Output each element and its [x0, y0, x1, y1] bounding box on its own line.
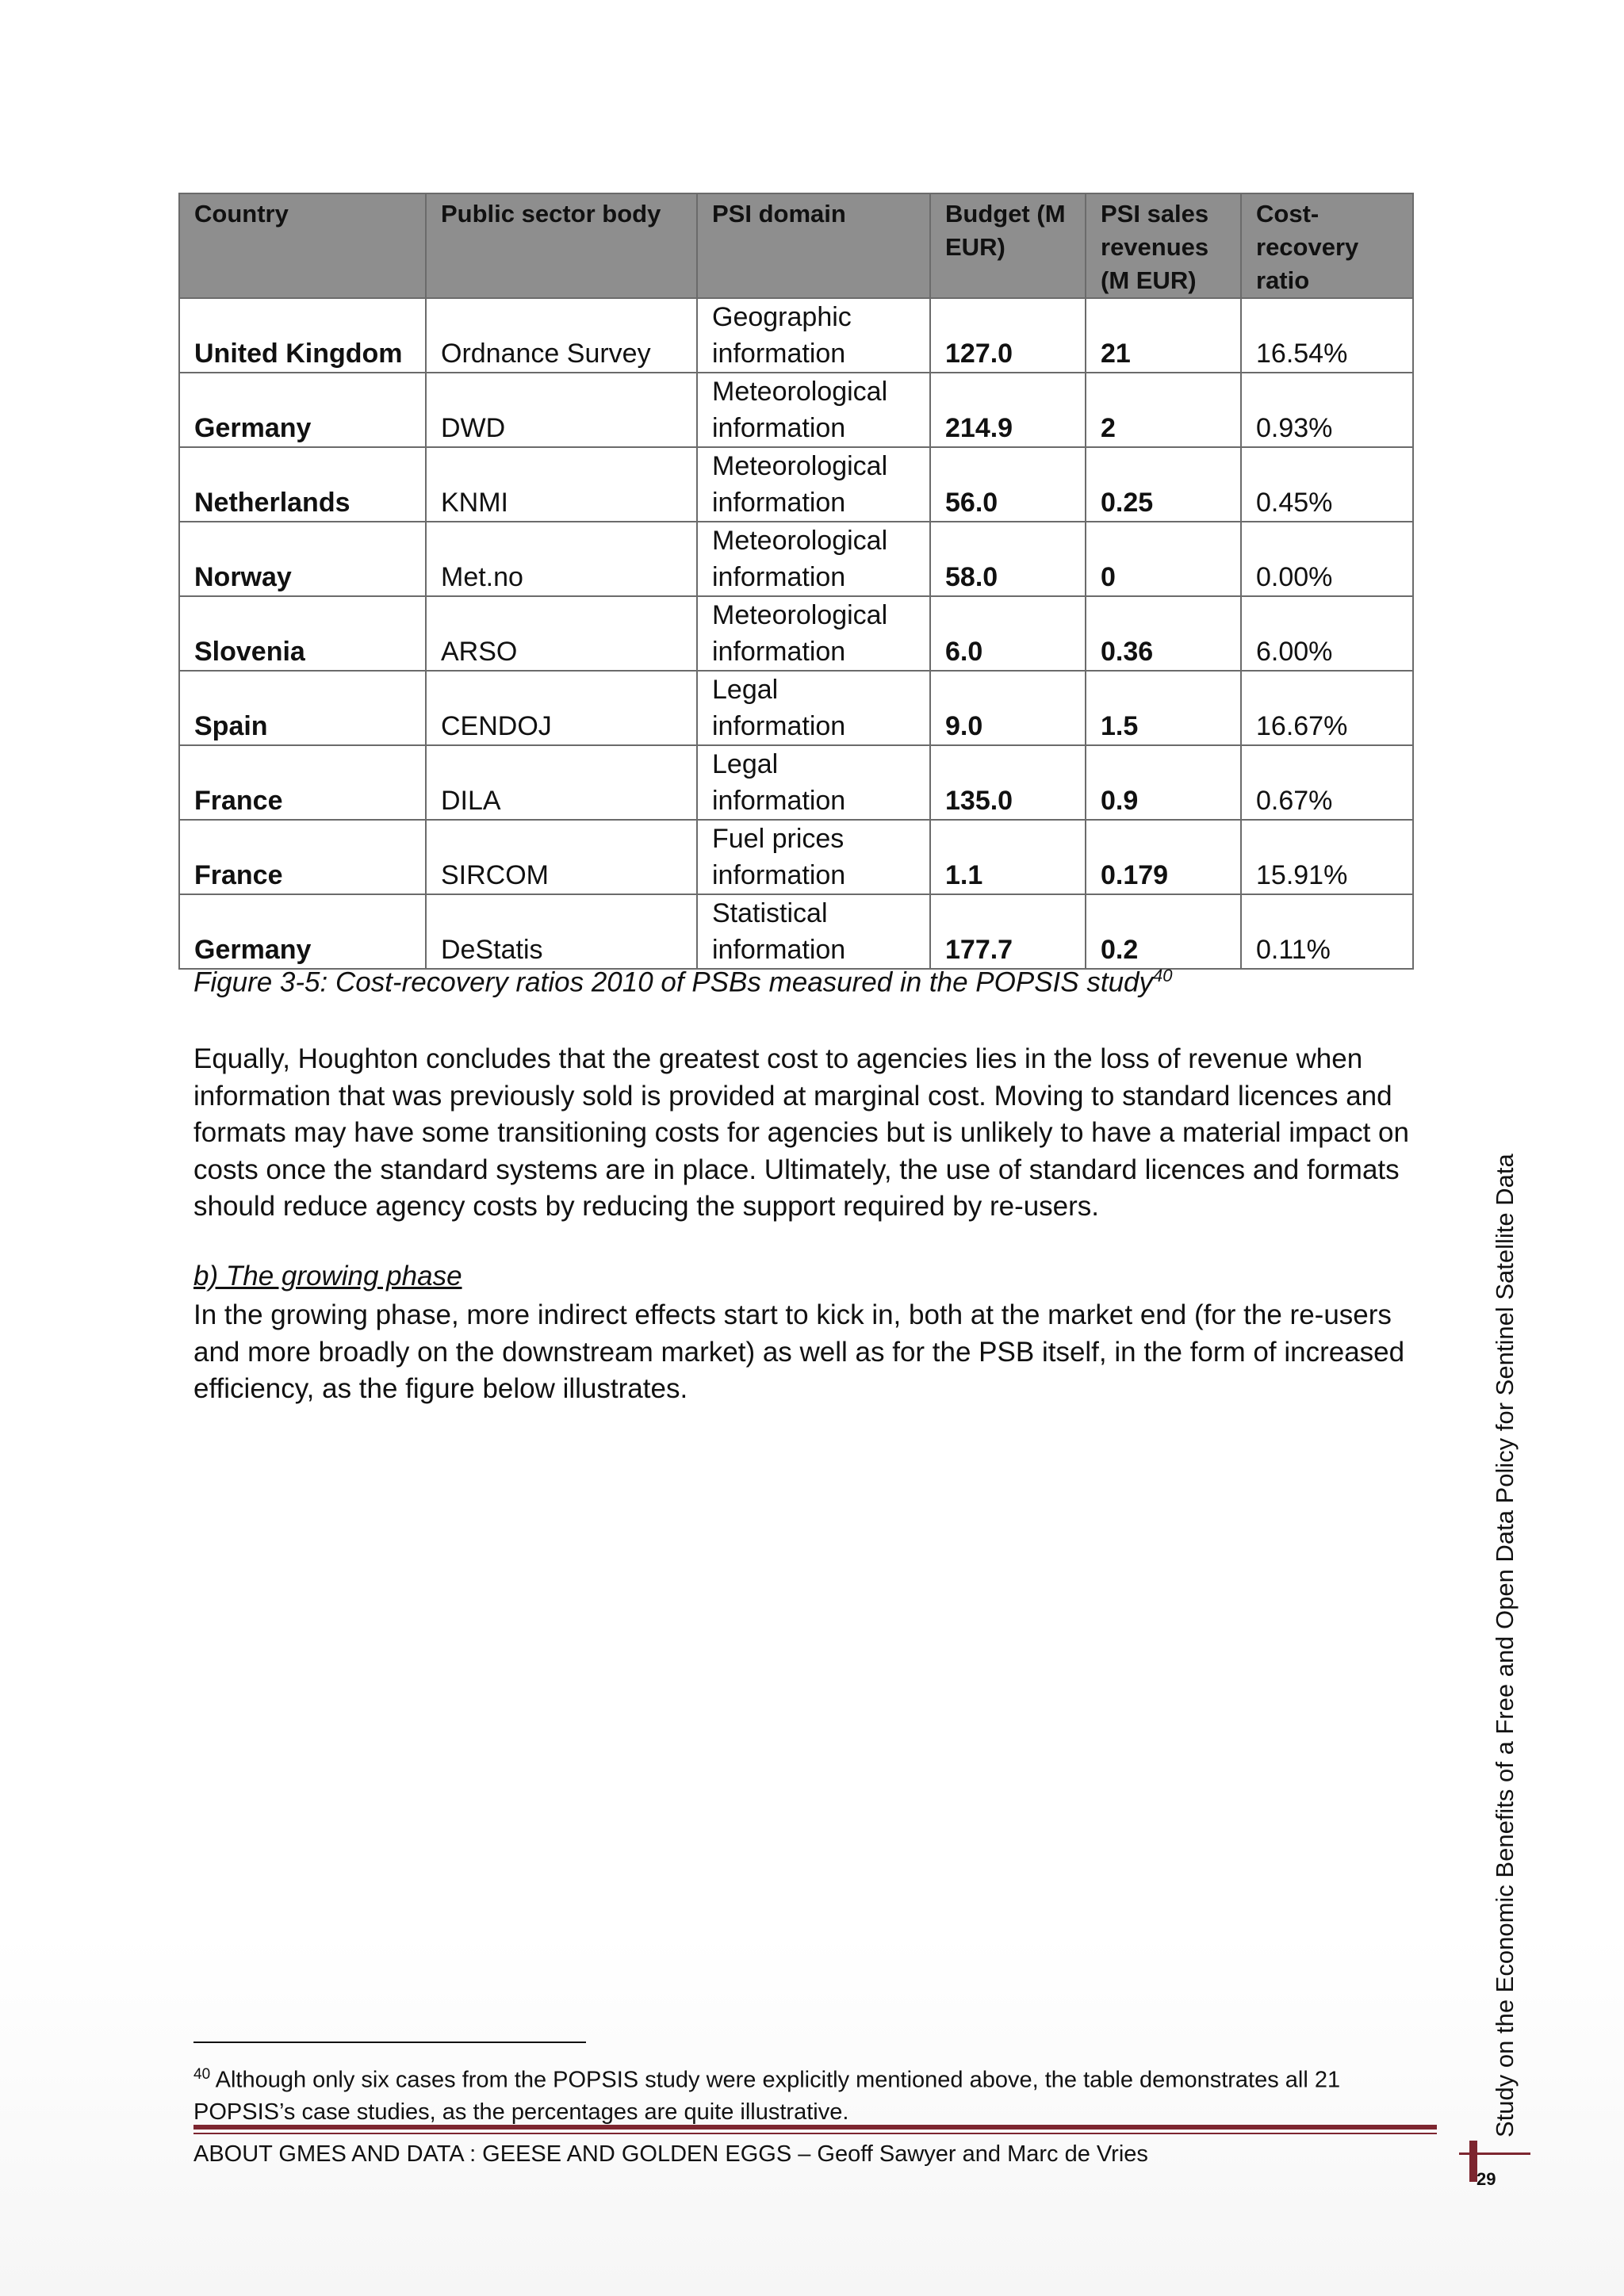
- domain-line2: information: [712, 637, 846, 667]
- table-row: [179, 298, 1413, 373]
- cell-sales: 0.2: [1086, 894, 1241, 969]
- cell-body: SIRCOM: [426, 820, 697, 894]
- page-number: 29: [1477, 2169, 1496, 2189]
- cell-budget: 58.0: [930, 522, 1086, 596]
- cell-country: Netherlands: [179, 447, 426, 522]
- cell-ratio: 6.00%: [1241, 596, 1413, 671]
- domain-line2: information: [712, 711, 846, 741]
- domain-line2: information: [712, 413, 846, 443]
- cell-country: France: [179, 745, 426, 820]
- table-row: [179, 522, 1413, 596]
- cell-ratio: 0.67%: [1241, 745, 1413, 820]
- cell-country: Slovenia: [179, 596, 426, 671]
- cell-ratio: 16.67%: [1241, 671, 1413, 745]
- table-row: [179, 596, 1413, 671]
- cell-domain: [697, 671, 930, 745]
- domain-line1: Meteorological: [712, 377, 888, 407]
- header-psi-domain: PSI domain: [697, 193, 930, 298]
- table-row: [179, 745, 1413, 820]
- domain-line2: information: [712, 488, 846, 518]
- cell-domain: [697, 373, 930, 447]
- cell-country: United Kingdom: [179, 298, 426, 373]
- domain-line1: Geographic: [712, 302, 852, 332]
- cell-budget: 1.1: [930, 820, 1086, 894]
- domain-line1: Meteorological: [712, 600, 888, 630]
- cell-budget: 127.0: [930, 298, 1086, 373]
- figure-caption: [193, 966, 1172, 999]
- domain-line1: Legal: [712, 675, 779, 705]
- footnote: [193, 2059, 1431, 2128]
- cell-budget: 135.0: [930, 745, 1086, 820]
- caption-footnote-ref[interactable]: 40: [1153, 966, 1173, 985]
- table-row: [179, 447, 1413, 522]
- cell-sales: 0.25: [1086, 447, 1241, 522]
- cell-body: DILA: [426, 745, 697, 820]
- cell-domain: [697, 298, 930, 373]
- cell-body: DWD: [426, 373, 697, 447]
- domain-line2: information: [712, 860, 846, 890]
- cell-sales: 0.36: [1086, 596, 1241, 671]
- cell-sales: 0: [1086, 522, 1241, 596]
- cell-ratio: 0.93%: [1241, 373, 1413, 447]
- cell-budget: 177.7: [930, 894, 1086, 969]
- cell-ratio: 16.54%: [1241, 298, 1413, 373]
- cell-country: France: [179, 820, 426, 894]
- table-header-row: [179, 193, 1413, 298]
- paragraph-houghton: Equally, Houghton concludes that the greatest cost to agencies lies in the loss of revenue when information that was previously sold is provided at marginal cost. Moving to standard licences and formats may have some transitioning costs for agencies but is unlikely to have a material impact on costs once the standard systems are in place. Ultimately, the use of standard licences and formats should reduce agency costs by reducing the support required by re-users.: [193, 1043, 1409, 1222]
- cell-country: Norway: [179, 522, 426, 596]
- cell-budget: 214.9: [930, 373, 1086, 447]
- table-row: [179, 671, 1413, 745]
- header-psi-sales-revenues: PSI sales revenues (M EUR): [1086, 193, 1241, 298]
- footnote-text: Although only six cases from the POPSIS study were explicitly mentioned above, the table demonstrates all 21 POPSIS’s case studies, as the percentages are quite illustrative.: [193, 2067, 1341, 2125]
- cell-country: Spain: [179, 671, 426, 745]
- cell-domain: [697, 596, 930, 671]
- cell-body: Met.no: [426, 522, 697, 596]
- cell-domain: [697, 894, 930, 969]
- cell-ratio: 0.00%: [1241, 522, 1413, 596]
- table-body: [179, 298, 1413, 969]
- domain-line2: information: [712, 935, 846, 965]
- cell-ratio: 0.45%: [1241, 447, 1413, 522]
- domain-line2: information: [712, 786, 846, 816]
- cell-budget: 6.0: [930, 596, 1086, 671]
- domain-line1: Fuel prices: [712, 824, 845, 854]
- domain-line2: information: [712, 562, 846, 592]
- cell-country: Germany: [179, 894, 426, 969]
- cell-body: KNMI: [426, 447, 697, 522]
- header-cost-recovery-ratio: Cost-recovery ratio: [1241, 193, 1413, 298]
- domain-line1: Statistical: [712, 898, 828, 928]
- cell-ratio: 0.11%: [1241, 894, 1413, 969]
- cell-domain: [697, 522, 930, 596]
- cell-domain: [697, 447, 930, 522]
- header-public-sector-body: Public sector body: [426, 193, 697, 298]
- cell-domain: [697, 745, 930, 820]
- footnote-number: 40: [193, 2066, 211, 2083]
- table-row: [179, 373, 1413, 447]
- domain-line1: Meteorological: [712, 526, 888, 556]
- cost-recovery-table: [178, 193, 1414, 970]
- cell-sales: 1.5: [1086, 671, 1241, 745]
- cell-budget: 56.0: [930, 447, 1086, 522]
- cell-body: DeStatis: [426, 894, 697, 969]
- cell-body: Ordnance Survey: [426, 298, 697, 373]
- page-marker-tick: [1459, 2152, 1530, 2155]
- cell-country: Germany: [179, 373, 426, 447]
- footer-rule: [193, 2125, 1437, 2130]
- paragraph-growing-phase: In the growing phase, more indirect effects start to kick in, both at the market end (for the re-users and more broadly on the downstream market) as well as for the PSB itself, in the form of increased efficiency, as the figure below illustrates.: [193, 1299, 1405, 1404]
- footer-text: ABOUT GMES AND DATA : GEESE AND GOLDEN EGGS – Geoff Sawyer and Marc de Vries: [193, 2141, 1148, 2167]
- section-heading: b) The growing phase: [193, 1261, 462, 1292]
- table-row: [179, 894, 1413, 969]
- table-row: [179, 820, 1413, 894]
- header-budget: Budget (M EUR): [930, 193, 1086, 298]
- cell-budget: 9.0: [930, 671, 1086, 745]
- domain-line1: Meteorological: [712, 451, 888, 481]
- cell-domain: [697, 820, 930, 894]
- domain-line2: information: [712, 339, 846, 369]
- cell-sales: 0.9: [1086, 745, 1241, 820]
- side-document-title: Study on the Economic Benefits of a Free and Open Data Policy for Sentinel Satellite Data: [1491, 1154, 1519, 2137]
- caption-text: Figure 3-5: Cost-recovery ratios 2010 of PSBs measured in the POPSIS study: [193, 966, 1153, 998]
- cell-body: ARSO: [426, 596, 697, 671]
- header-country: Country: [179, 193, 426, 298]
- cell-ratio: 15.91%: [1241, 820, 1413, 894]
- domain-line1: Legal: [712, 749, 779, 779]
- cell-sales: 21: [1086, 298, 1241, 373]
- cell-sales: 2: [1086, 373, 1241, 447]
- footer-rule-thin: [193, 2133, 1437, 2134]
- cell-body: CENDOJ: [426, 671, 697, 745]
- cell-sales: 0.179: [1086, 820, 1241, 894]
- footnote-separator: [193, 2042, 586, 2043]
